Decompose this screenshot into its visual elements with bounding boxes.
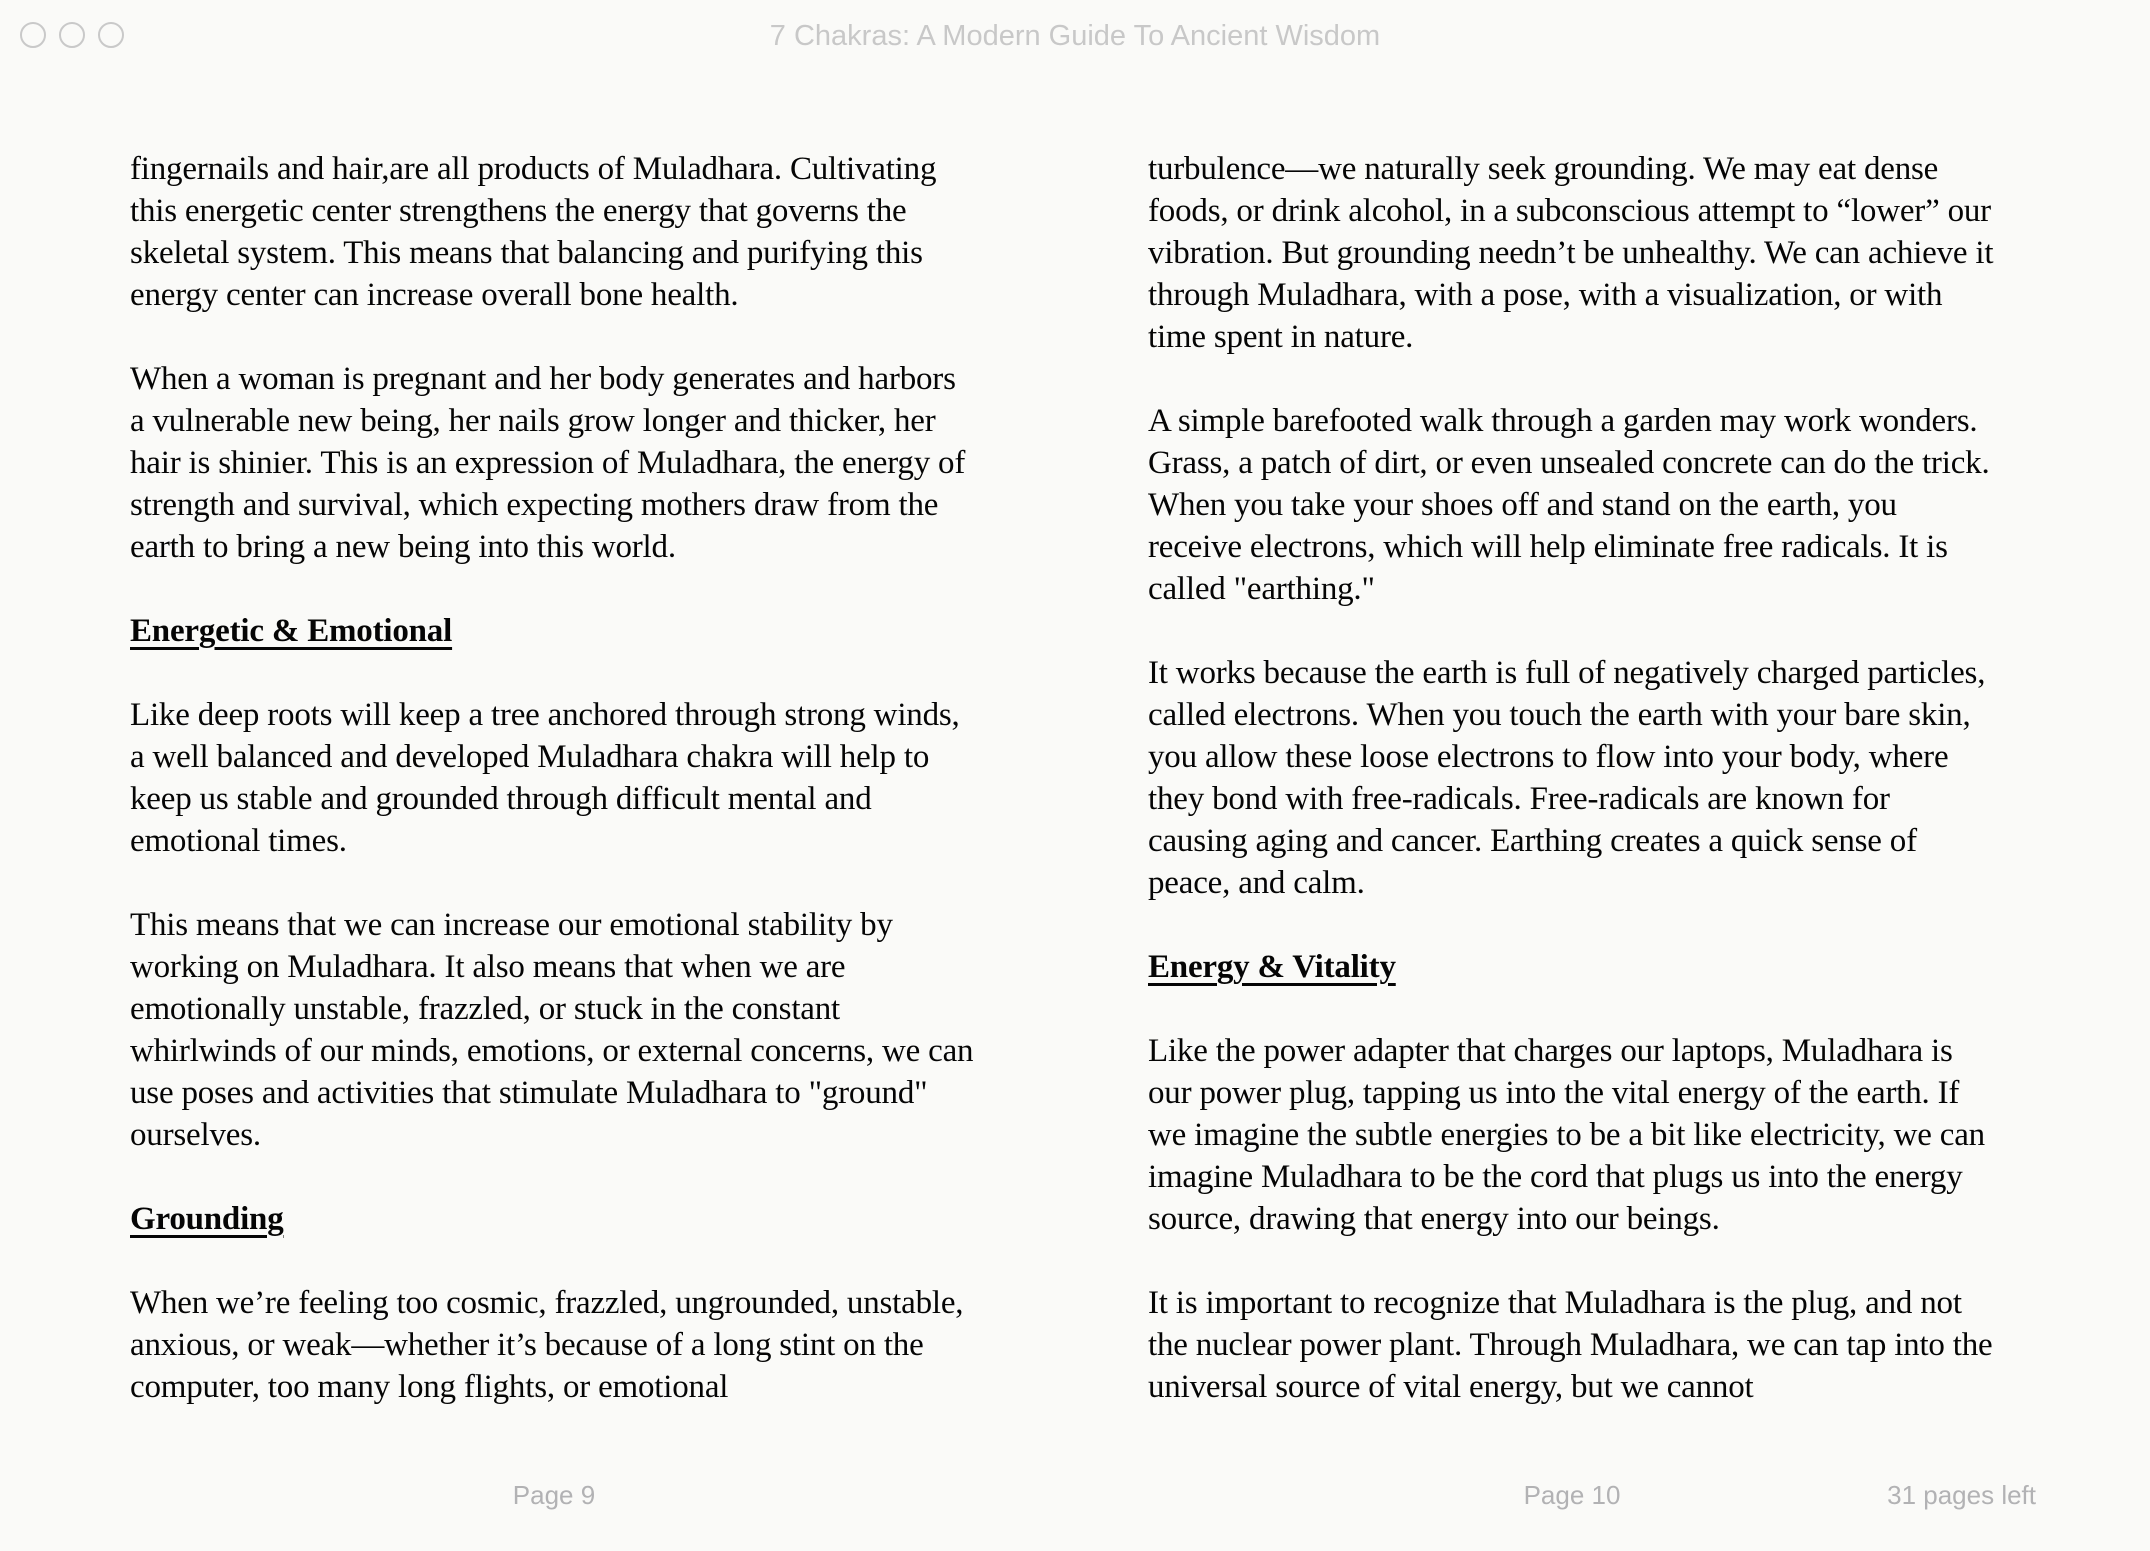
- zoom-button[interactable]: [98, 22, 124, 48]
- paragraph: It is important to recognize that Muladhara is the plug, and not the nuclear power plant. Through Muladhara, we can tap into the universal source of vital energy, but we cannot: [1148, 1285, 1993, 1405]
- page-right-content: [1148, 148, 1996, 1408]
- page-left[interactable]: [130, 148, 978, 1450]
- page-number-left: Page 9: [512, 1480, 596, 1510]
- window-controls: [20, 22, 124, 48]
- paragraph: A simple barefooted walk through a garden may work wonders. Grass, a patch of dirt, or even unsealed concrete can do the trick. When you take your shoes off and stand on the earth, you receive electrons, which will help eliminate free radicals. It is called "earthing.": [1148, 403, 1990, 607]
- paragraph: When a woman is pregnant and her body generates and harbors a vulnerable new being, her nails grow longer and thicker, her hair is shinier. This is an expression of Muladhara, the energy of strength and survival, which expecting mothers draw from the earth to bring a new being into this world.: [130, 361, 966, 565]
- paragraph: turbulence—we naturally seek grounding. We may eat dense foods, or drink alcohol, in a subconscious attempt to “lower” our vibration. But grounding needn’t be unhealthy. We can achieve it through Muladhara, with a pose, with a visualization, or with time spent in nature.: [1148, 151, 1994, 355]
- section-heading: Energetic & Emotional: [130, 613, 453, 649]
- page-left-content: [130, 148, 978, 1408]
- paragraph: fingernails and hair,are all products of Muladhara. Cultivating this energetic center strengthens the energy that governs the skeletal system. This means that balancing and purifying this energy center can increase overall bone health.: [130, 151, 937, 313]
- paragraph: It works because the earth is full of negatively charged particles, called electrons. When you touch the earth with your bare skin, you allow these loose electrons to flow into your body, where they bond with free-radicals. Free-radicals are known for causing aging and cancer. Earthing creates a quick sense of peace, and calm.: [1148, 655, 1986, 901]
- page-number-right: Page 10: [1523, 1480, 1621, 1510]
- minimize-button[interactable]: [59, 22, 85, 48]
- paragraph: Like deep roots will keep a tree anchored through strong winds, a well balanced and developed Muladhara chakra will help to keep us stable and grounded through difficult mental and emotional times.: [130, 697, 960, 859]
- paragraph: Like the power adapter that charges our laptops, Muladhara is our power plug, tapping us into the vital energy of the earth. If we imagine the subtle energies to be a bit like electricity, we can imagine Muladhara to be the cord that plugs us into the energy source, drawing that energy into our beings.: [1148, 1033, 1985, 1237]
- close-button[interactable]: [20, 22, 46, 48]
- page-right[interactable]: [1148, 148, 1996, 1450]
- pages-left-indicator: 31 pages left: [1887, 1480, 2036, 1510]
- section-heading: Energy & Vitality: [1148, 949, 1396, 985]
- titlebar[interactable]: [0, 0, 2150, 70]
- section-heading: Grounding: [130, 1201, 284, 1237]
- book-spread: [0, 148, 2150, 1450]
- paragraph: This means that we can increase our emotional stability by working on Muladhara. It also means that when we are emotionally unstable, frazzled, or stuck in the constant whirlwinds of our minds, emotions, or external concerns, we can use poses and activities that stimulate Muladhara to "ground" ourselves.: [130, 907, 974, 1153]
- paragraph: When we’re feeling too cosmic, frazzled, ungrounded, unstable, anxious, or weak—whether it’s because of a long stint on the computer, too many long flights, or emotional: [130, 1285, 964, 1405]
- window-title: 7 Chakras: A Modern Guide To Ancient Wisdom: [769, 20, 1381, 52]
